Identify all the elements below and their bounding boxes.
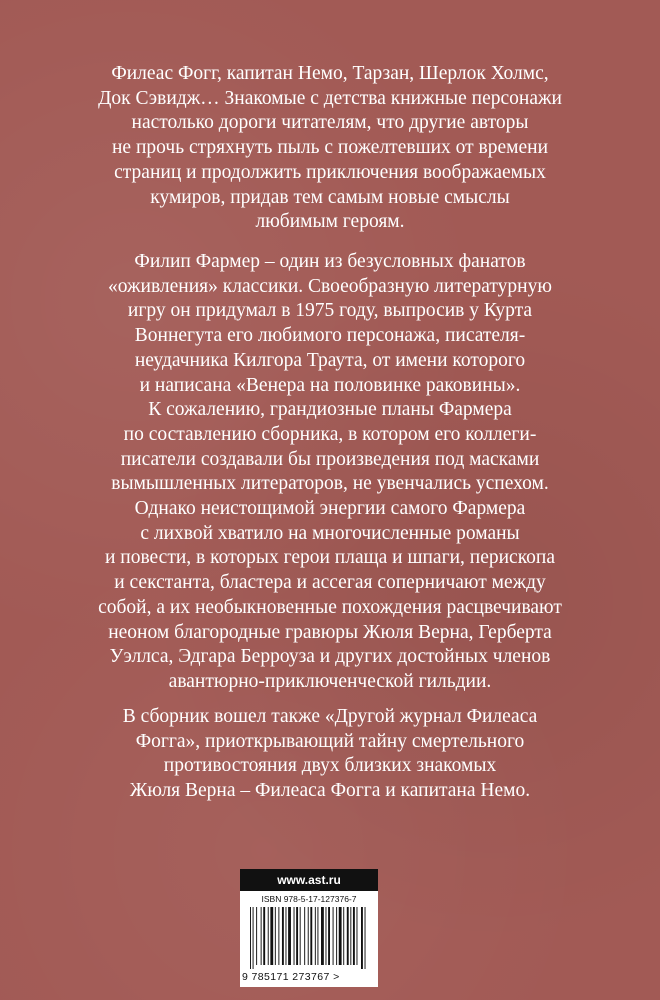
barcode-bar bbox=[365, 907, 366, 969]
text-line: К сожалению, грандиозные планы Фармера bbox=[148, 399, 512, 421]
barcode-bar bbox=[339, 907, 342, 965]
barcode-bar bbox=[294, 907, 295, 965]
paragraph-collection bbox=[40, 705, 620, 804]
text-line: «оживления» классики. Своеобразную литературную bbox=[108, 275, 552, 297]
barcode-bar bbox=[268, 907, 269, 965]
barcode-bar bbox=[253, 907, 254, 969]
text-line: вымышленных литераторов, не увенчались успехом. bbox=[111, 473, 549, 495]
text-line: настолько дороги читателям, что другие авторы bbox=[131, 112, 529, 134]
barcode-digits: 9 785171 273767 > bbox=[242, 971, 340, 983]
text-line: и секстанта, бластера и ассегая соперничают между bbox=[114, 572, 546, 594]
barcode-bar bbox=[317, 907, 318, 965]
text-line: авантюрно-приключенческой гильдии. bbox=[168, 670, 492, 692]
text-line: неоном благородные гравюры Жюля Верна, Герберта bbox=[108, 621, 552, 643]
text-line: В сборник вошел также «Другой журнал Филеаса bbox=[122, 706, 538, 727]
text-line: Док Сэвидж… Знакомые с детства книжные персонажи bbox=[98, 87, 562, 109]
barcode-bar bbox=[315, 907, 316, 965]
barcode-bar bbox=[353, 907, 355, 965]
barcode-bar bbox=[300, 907, 301, 965]
text-line: по составлению сборника, в котором его коллеги- bbox=[123, 423, 537, 445]
text-line: Жюля Верна – Филеаса Фогга и капитана Немо. bbox=[129, 780, 531, 802]
barcode-bar bbox=[350, 907, 351, 965]
barcode-bar bbox=[261, 907, 262, 965]
barcode-bar bbox=[336, 907, 337, 965]
paragraph-intro bbox=[40, 62, 620, 235]
text-line: Филеас Фогг, капитан Немо, Тарзан, Шерлок Холмс, bbox=[111, 63, 549, 84]
text-line: Воннегута его любимого персонажа, писателя- bbox=[134, 325, 526, 347]
text-line: с лихвой хватило на многочисленные романы bbox=[140, 522, 520, 544]
barcode-bar bbox=[343, 907, 344, 965]
barcode-bar bbox=[263, 907, 265, 965]
barcode-bar bbox=[270, 907, 273, 965]
text-line: кумиров, придав тем самым новые смыслы bbox=[150, 186, 510, 208]
barcode-bar bbox=[333, 907, 334, 965]
text-line: любимым героям. bbox=[255, 211, 405, 233]
text-line: писатели создавали бы произведения под масками bbox=[120, 448, 540, 470]
publisher-site: www.ast.ru bbox=[240, 869, 378, 891]
text-line: игру он придумал в 1975 году, выпросив у Курта bbox=[127, 300, 533, 322]
barcode-bar bbox=[357, 907, 358, 965]
barcode-bar bbox=[286, 907, 287, 965]
paragraph-farmer bbox=[40, 250, 620, 695]
barcode-bar bbox=[256, 907, 257, 965]
barcode-bar bbox=[321, 907, 324, 965]
barcode-box bbox=[240, 869, 378, 987]
text-line: страниц и продолжить приключения воображаемых bbox=[114, 161, 546, 183]
barcode-bar bbox=[308, 907, 309, 965]
barcode-bars bbox=[248, 907, 370, 969]
barcode-bar bbox=[328, 907, 330, 965]
barcode-bar bbox=[288, 907, 291, 965]
barcode-bar bbox=[304, 907, 305, 965]
text-line: противостояния двух близких знакомых bbox=[163, 755, 497, 777]
barcode-bar bbox=[361, 907, 363, 969]
text-line: Фогга», приоткрывающий тайну смертельного bbox=[135, 730, 525, 752]
barcode-bar bbox=[278, 907, 279, 965]
text-line: Однако неистощимой энергии самого Фармера bbox=[134, 498, 526, 520]
text-line: не прочь стряхнуть пыль с пожелтевших от времени bbox=[111, 137, 549, 159]
text-line: и написана «Венера на половинке раковины». bbox=[139, 374, 521, 396]
text-line: Уэллса, Эдгара Берроуза и других достойных членов bbox=[109, 646, 551, 668]
barcode-bar bbox=[282, 907, 284, 965]
barcode-bar bbox=[275, 907, 276, 965]
barcode-bar bbox=[296, 907, 298, 965]
barcode-bar bbox=[347, 907, 349, 965]
text-line: неудачника Килгора Траута, от имени которого bbox=[134, 349, 526, 371]
text-line: собой, а их необыкновенные похождения расцвечивают bbox=[98, 596, 562, 618]
barcode-bar bbox=[326, 907, 327, 965]
barcode-bar bbox=[250, 907, 251, 969]
barcode-bar bbox=[310, 907, 312, 965]
text-line: Филип Фармер – один из безусловных фанатов bbox=[134, 251, 526, 272]
text-line: и повести, в которых герои плаща и шпаги, перископа bbox=[104, 547, 556, 569]
isbn-label: ISBN 978-5-17-127376-7 bbox=[261, 894, 357, 904]
